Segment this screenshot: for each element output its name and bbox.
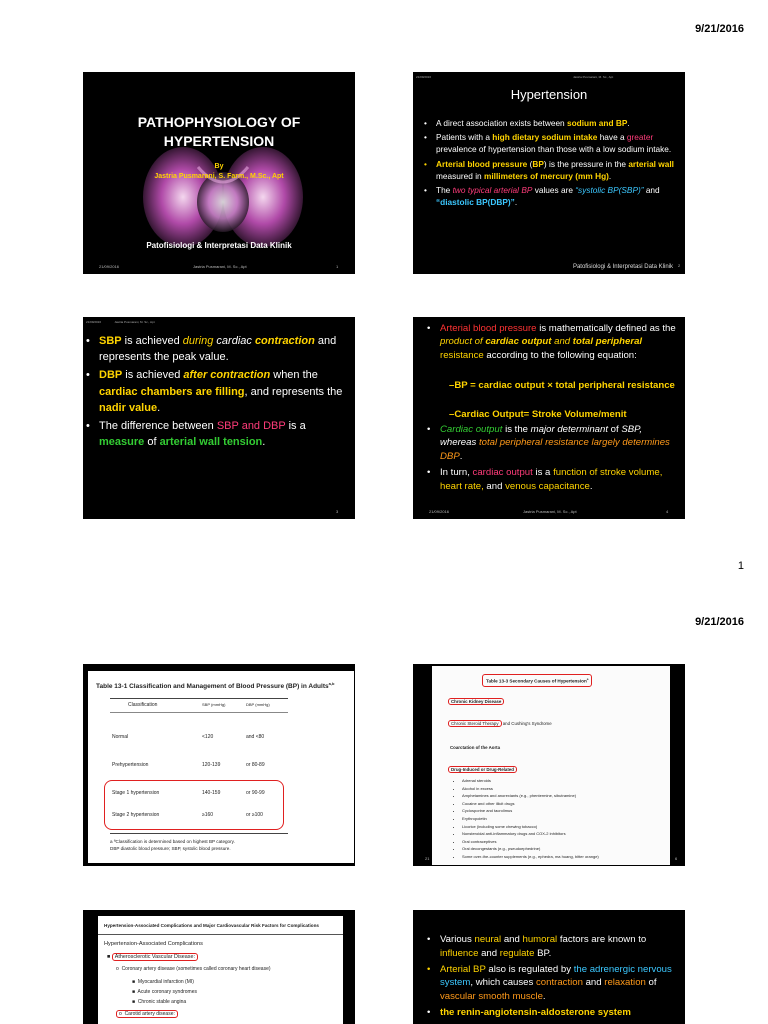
list-item: • Erythropoietin [462, 815, 670, 823]
page-date: 9/21/2016 [695, 616, 744, 628]
title-rule [98, 934, 343, 935]
table-note: a ªClassification is determined based on highest BP category. [110, 839, 235, 844]
col-header: SBP (mmHg) [202, 702, 226, 707]
list-item: o Coronary artery disease (sometimes called coronary heart disease) [116, 966, 271, 972]
slide-number: 3 [336, 509, 339, 514]
table-panel [432, 666, 670, 865]
list-item: ■ Acute coronary syndromes [132, 989, 198, 995]
complications-panel [98, 916, 343, 1024]
cause-item: Coarctation of the Aorta [450, 745, 501, 750]
header-date: 21/09/2016 [416, 75, 432, 79]
section-heading: Hypertension-Associated Complications [104, 941, 203, 947]
page-date: 9/21/2016 [695, 23, 744, 35]
list-item: • Alcohol in excess [462, 785, 670, 793]
slide-number: 4 [666, 509, 669, 514]
list-item: • Amphetamines and anorexiants (e.g., phentermine, sibutramine) [462, 792, 670, 800]
stage-highlight-box [104, 780, 284, 830]
bullet: • Various neural and humoral factors are known to influence and regulate BP. [427, 933, 679, 961]
bullet: • Patients with a high dietary sodium intake have a greater prevalence of hypertension than those with a low sodium intake. [424, 131, 679, 155]
footer-date: 21/09/2016 [99, 264, 120, 269]
slide-bp-equation [413, 317, 685, 519]
footer-date: 21/09/2016 [429, 509, 450, 514]
slide-subtitle: Patofisiologi & Interpretasi Data Klinik [146, 241, 292, 250]
title-line-1: PATHOPHYSIOLOGY OF [137, 114, 301, 130]
slide-complications [83, 910, 355, 1024]
bullet-list-2 [427, 423, 679, 493]
slide-footer: Patofisiologi & Interpretasi Data Klinik [572, 264, 673, 270]
cause-item: Drug-Induced or Drug-Related [448, 766, 517, 773]
col-header: DBP (mmHg) [246, 702, 270, 707]
list-item: ■ Myocardial infarction (MI) [132, 979, 194, 985]
bullet: • Cardiac output is the major determinant of SBP, whereas total peripheral resistance largely determines DBP. [427, 423, 679, 463]
slide-hypertension [413, 72, 685, 274]
table-note: DBP diastolic blood pressure; SBP, systolic blood pressure. [110, 846, 231, 851]
list-item: • Cyclosporine and tacrolimus [462, 807, 670, 815]
bullet-list [427, 933, 679, 1020]
by-label: By [214, 163, 224, 170]
bullet: • In turn, cardiac output is a function of stroke volume, heart rate, and venous capacitance. [427, 466, 679, 493]
bullet: • The difference between SBP and DBP is a measure of arterial wall tension. [86, 418, 350, 450]
bullet: • A direct association exists between sodium and BP. [424, 117, 679, 129]
bullet: • Arterial blood pressure (BP) is the pressure in the arterial wall measured in millimeters of mercury (mm Hg). [424, 158, 679, 182]
slide-number: 2 [678, 263, 681, 268]
list-item: • Adrenal steroids [462, 777, 670, 785]
equation-2: –Cardiac Output= Stroke Volume/menit [449, 409, 627, 420]
bullet: • the renin-angiotensin-aldosterone system [427, 1006, 679, 1020]
bullet: • Arterial blood pressure is mathematically defined as the product of cardiac output and total peripheral resistance according to the following equation: [427, 322, 679, 362]
footer-date: 21 [425, 856, 430, 861]
slide-secondary-causes [413, 664, 685, 866]
footer-author: Jastria Pusmarani, M. Sc., Apt [193, 264, 247, 269]
title-line-2: HYPERTENSION [163, 133, 275, 149]
list-item: • Oral decongestants (e.g., pseudoephedrine) [462, 845, 670, 853]
footer-author: Jastria Pusmarani, M. Sc., Apt [523, 509, 577, 514]
author: Jastria Pusmarani, S. Farm., M.Sc., Apt [154, 173, 284, 180]
equation-1: –BP = cardiac output × total peripheral resistance [449, 380, 675, 391]
slide-bp-classification [83, 664, 355, 866]
header-author: Jastria Pusmarani, M. Sc., Apt [573, 75, 614, 79]
list-item: ■ Atherosclerotic Vascular Disease: [107, 953, 198, 961]
table-panel: Table 13-1 Classification and Management of Blood Pressure (BP) in Adults$^{a,b}$ Classification SBP (mmHg) DBP (mmHg) Normal <120 and <80 Prehypertension 120-139 or 80-89 Stage 1 hypertension 140-159 or 90-99 Stage 2 hypertension ≥160 or ≥100 a ªClassification is determined based on highest BP category. DBP diastolic blood pressure; SBP, systolic blood pressure. [88, 671, 354, 863]
slide-number: 1 [336, 264, 339, 269]
bullet-list [86, 333, 350, 450]
slide-title: Hypertension [510, 87, 588, 102]
slide-title [83, 72, 355, 274]
bullet: • DBP is achieved after contraction when the cardiac chambers are filling, and represents the nadir value. [86, 367, 350, 416]
slide-title-text [83, 113, 355, 151]
list-item: ■ Chronic stable angina [132, 999, 187, 1005]
table-header-rule-2 [110, 712, 288, 713]
bullet-list [427, 322, 679, 362]
panel-title: Hypertension-Associated Complications and Major Cardiovascular Risk Factors for Complications [104, 923, 319, 928]
table-title: Table 13-1 Classification and Management of Blood Pressure (BP) in Adults$^{a,b}$ [96, 681, 335, 691]
list-item: • Some over-the-counter supplements (e.g., ephedra, ma huang, bitter orange) [462, 853, 670, 861]
slide-bp-regulation [413, 910, 685, 1024]
slide-sbp-dbp [83, 317, 355, 519]
col-header: Classification [128, 702, 158, 708]
list-item: • Licorice (including some chewing tobacco) [462, 823, 670, 831]
bullet-list [424, 117, 679, 208]
cause-item: Chronic Kidney Disease [448, 698, 504, 705]
slide-number: 6 [675, 856, 678, 861]
bullet: • The two typical arterial BP values are “systolic BP(SBP)” and “diastolic BP(DBP)”. [424, 184, 679, 208]
list-item: • Cocaine and other illicit drugs [462, 800, 670, 808]
drug-list [454, 777, 670, 861]
list-item: • Oral contraceptives [462, 838, 670, 846]
table-header-rule [110, 698, 288, 699]
list-item: • Nonsteroidal anti-inflammatory drugs and COX-2 inhibitors [462, 830, 670, 838]
table-title: Table 13-3 Secondary Causes of Hypertension$^a$ [482, 674, 592, 687]
cause-item: Chronic Steroid Therapy and Cushing's Syndrome [448, 720, 552, 727]
table-bottom-rule [110, 833, 288, 834]
bullet: • SBP is achieved during cardiac contraction and represents the peak value. [86, 333, 350, 365]
slide-header: 21/09/2016 Jastria Pusmarani, M. Sc., Apt [86, 320, 155, 324]
bullet: • Arterial BP also is regulated by the adrenergic nervous system, which causes contraction and relaxation of vascular smooth muscle. [427, 963, 679, 1004]
page-number: 1 [737, 560, 744, 572]
list-item: o Carotid artery disease: [116, 1010, 178, 1018]
